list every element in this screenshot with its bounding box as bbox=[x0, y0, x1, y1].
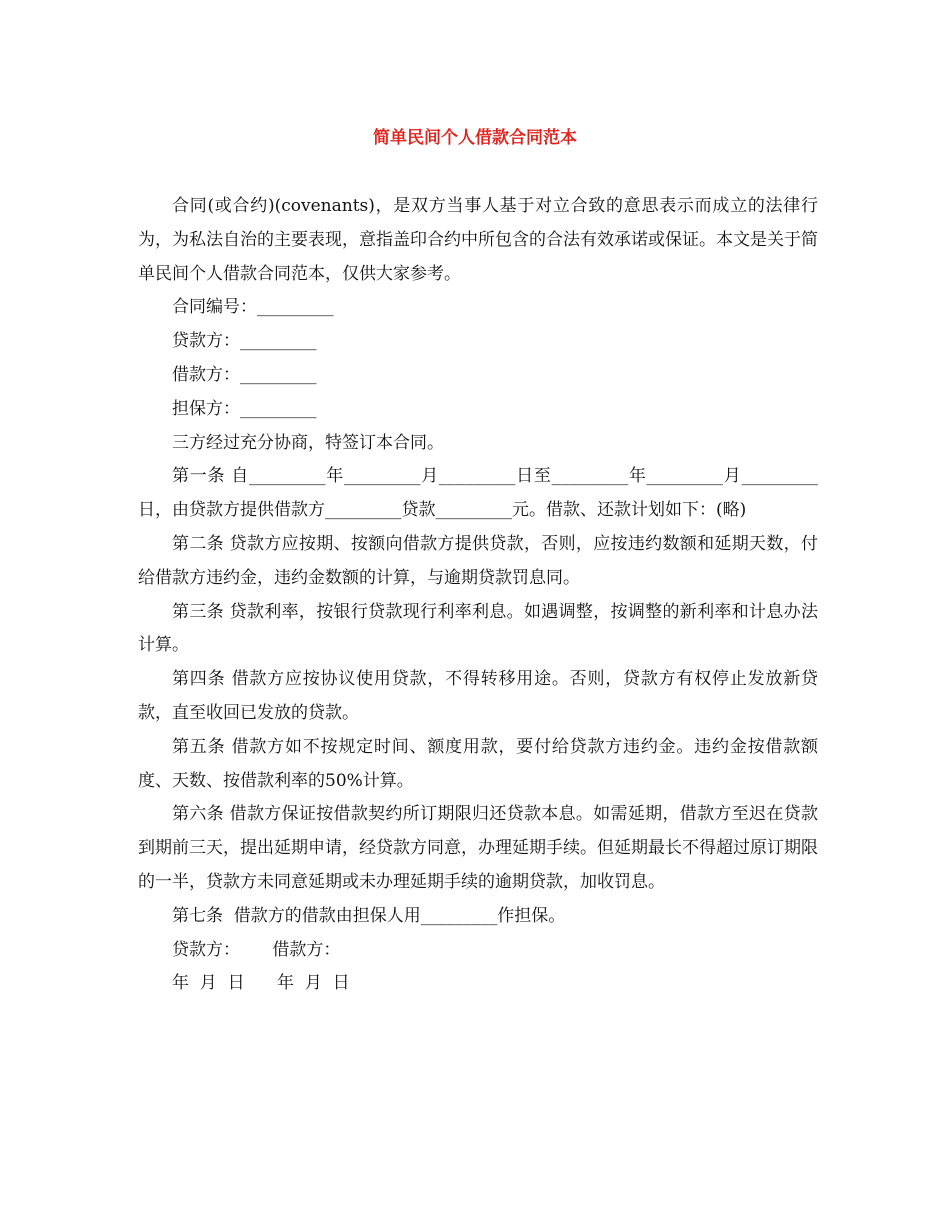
intro-paragraph: 合同(或合约)(covenants)，是双方当事人基于对立合致的意思表示而成立的法律行为，为私法自治的主要表现，意指盖印合约中所包含的合法有效承诺或保证。本文是关于简单民间个人借款合同范本，仅供大家参考。 bbox=[138, 196, 818, 284]
signature-parties: 贷款方： 借款方： bbox=[172, 939, 341, 960]
article-3: 第三条 贷款利率，按银行贷款现行利率利息。如遇调整，按调整的新利率和计息办法计算。 bbox=[138, 601, 818, 656]
article-6: 第六条 借款方保证按借款契约所订期限归还贷款本息。如需延期，借款方至迟在贷款到期前三天，提出延期申请，经贷款方同意，办理延期手续。但延期最长不得超过原订期限的一半，贷款方未同意延期或未办理延期手续的逾期贷款，加收罚息。 bbox=[138, 804, 818, 892]
article-4: 第四条 借款方应按协议使用贷款，不得转移用途。否则，贷款方有权停止发放新贷款，直至收回已发放的贷款。 bbox=[138, 669, 818, 723]
agreement-line: 三方经过充分协商，特签订本合同。 bbox=[172, 432, 444, 453]
contract-number-line: 合同编号：_________ bbox=[172, 297, 334, 318]
article-1: 第一条 自_________年_________月_________日至_________年_________月_________日，由贷款方提供借款方_________贷款_________元。借款、还款计划如下：(略) bbox=[138, 466, 818, 521]
article-2: 第二条 贷款方应按期、按额向借款方提供贷款，否则，应按违约数额和延期天数，付给借款方违约金，违约金数额的计算，与逾期贷款罚息同。 bbox=[138, 533, 818, 588]
signature-dates: 年 月 日 年 月 日 bbox=[172, 973, 350, 994]
article-5: 第五条 借款方如不按规定时间、额度用款，要付给贷款方违约金。违约金按借款额度、天数、按借款利率的50%计算。 bbox=[138, 736, 818, 791]
article-7: 第七条 借款方的借款由担保人用_________作担保。 bbox=[172, 905, 566, 926]
document-title: 简单民间个人借款合同范本 bbox=[373, 128, 577, 148]
guarantor-line: 担保方：_________ bbox=[172, 398, 317, 419]
lender-line: 贷款方：_________ bbox=[172, 331, 317, 352]
borrower-line: 借款方：_________ bbox=[172, 364, 317, 385]
document-body bbox=[138, 190, 818, 1001]
